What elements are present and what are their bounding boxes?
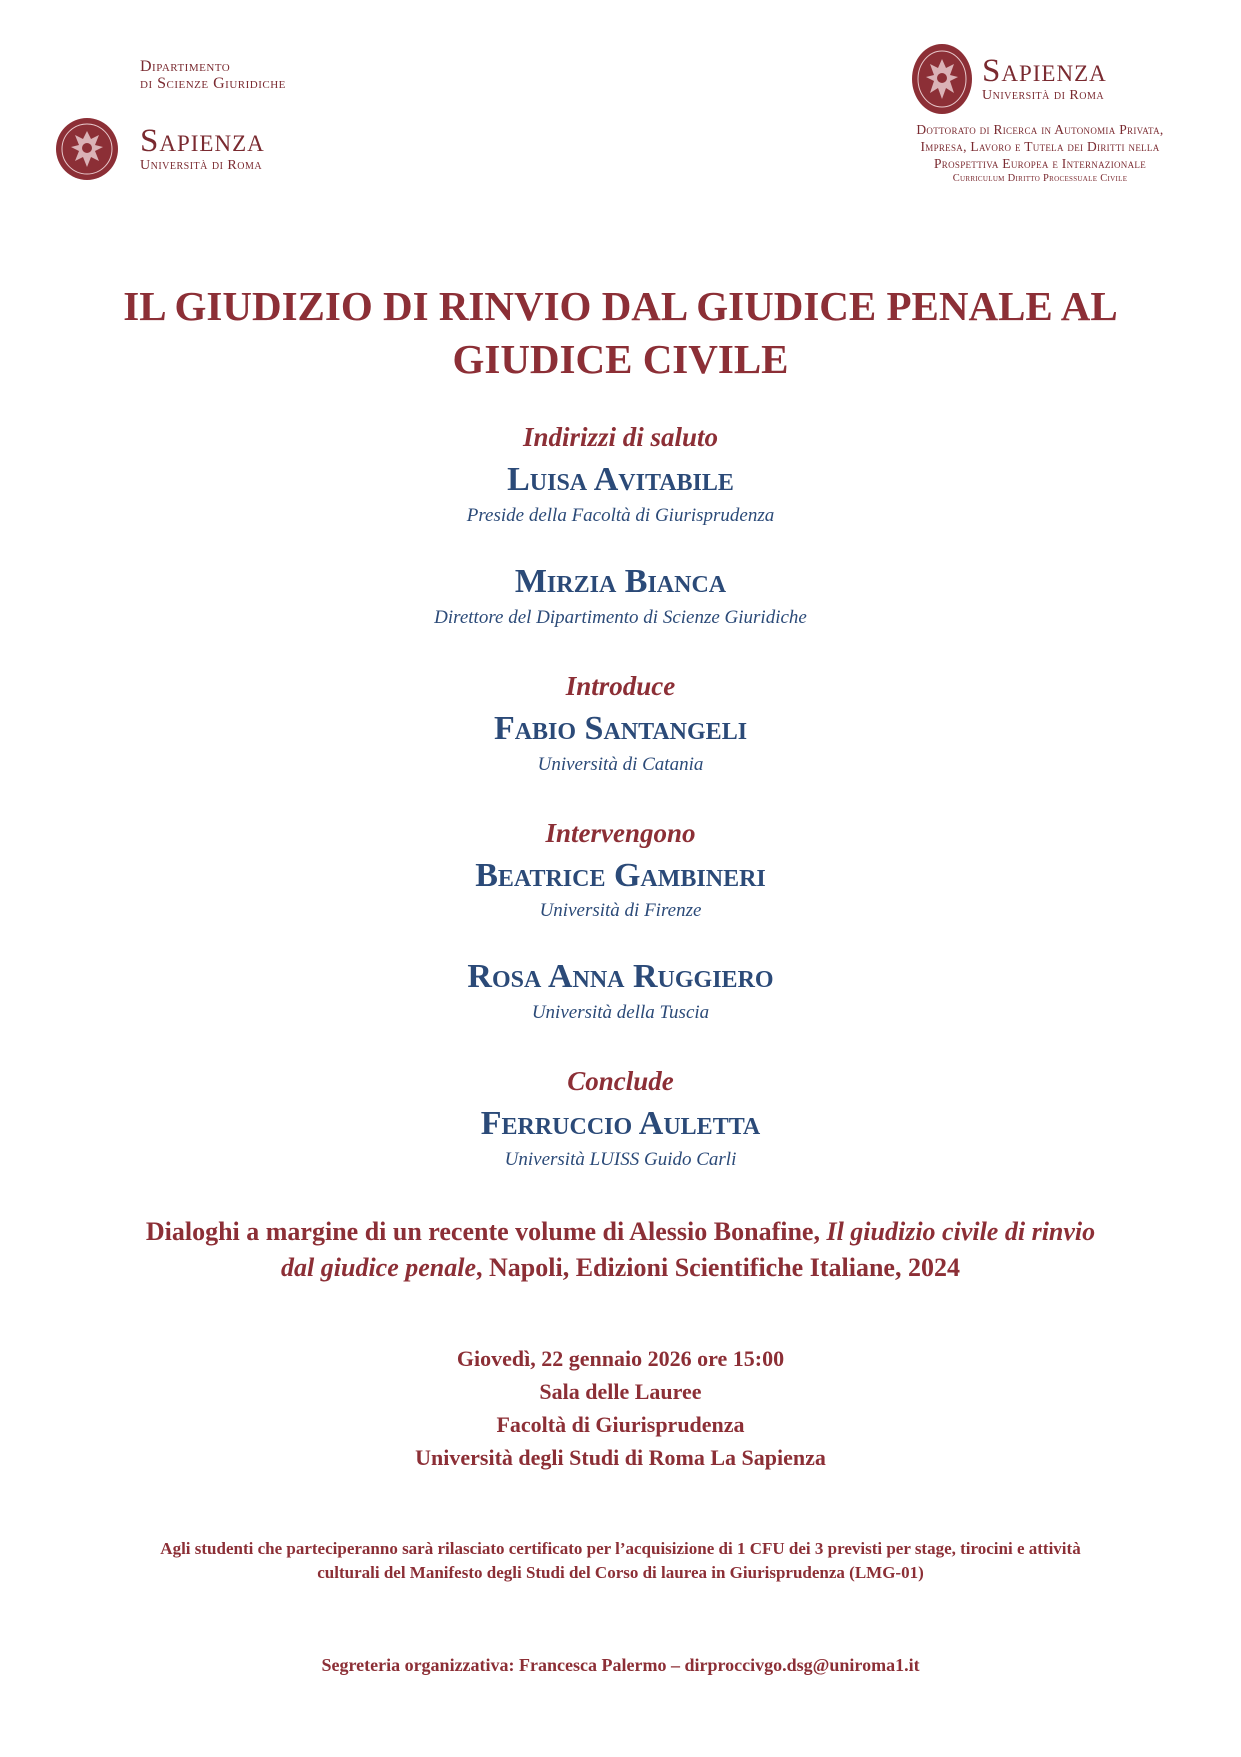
event-title	[0, 280, 1241, 386]
cfu-line1: Agli studenti che parteciperanno sarà rilasciato certificato per l’acquisizione di 1 CFU dei 3 previsti per stage, tirocini e attività	[160, 1539, 1081, 1558]
event-faculty: Facoltà di Giurisprudenza	[496, 1412, 745, 1437]
event-room: Sala delle Lauree	[539, 1379, 702, 1404]
sapienza-seal-icon-right	[910, 43, 974, 115]
speaker-name: Luisa Avitabile	[507, 461, 734, 498]
event-date: Giovedì, 22 gennaio 2026 ore 15:00	[456, 1346, 785, 1371]
role-greetings: Indirizzi di saluto	[522, 422, 719, 452]
doctorate-program	[860, 121, 1220, 186]
role-speakers: Intervengono	[545, 818, 696, 848]
dept-line2: di Scienze Giuridiche	[140, 75, 286, 92]
event-details	[0, 1342, 1241, 1474]
speaker-name: Fabio Santangeli	[493, 710, 748, 747]
title-line2: GIUDICE CIVILE	[452, 336, 789, 382]
sapienza-logo-text-right	[982, 54, 1107, 104]
speaker-affiliation: Università della Tuscia	[531, 1002, 710, 1023]
speaker-name: Rosa Anna Ruggiero	[467, 958, 774, 995]
book-dialogue-note	[0, 1214, 1241, 1286]
curriculum: Curriculum Diritto Processuale Civile	[952, 173, 1128, 184]
dialoghi-suffix: , Napoli, Edizioni Scientifiche Italiane, 2024	[476, 1253, 960, 1282]
event-university: Università degli Studi di Roma La Sapienza	[415, 1445, 826, 1470]
speaker-name: Ferruccio Auletta	[480, 1105, 761, 1142]
dialoghi-prefix: Dialoghi a margine di un recente volume di Alessio Bonafine,	[145, 1217, 827, 1246]
organizing-secretariat: Segreteria organizzativa: Francesca Palermo – dirproccivgo.dsg@uniroma1.it	[321, 1655, 920, 1675]
department-name	[140, 58, 286, 92]
doctorate-line3: Prospettiva Europea e Internazionale	[933, 156, 1146, 171]
speaker-affiliation: Università di Catania	[537, 754, 704, 775]
dept-line1: Dipartimento	[140, 58, 231, 75]
role-introduce: Introduce	[565, 671, 676, 701]
cfu-line2: culturali del Manifesto degli Studi del Corso di laurea in Giurisprudenza (LMG-01)	[317, 1563, 924, 1582]
sapienza-seal-icon	[55, 117, 119, 181]
cfu-note	[0, 1537, 1241, 1585]
role-conclude: Conclude	[567, 1066, 674, 1096]
book-title-part1: Il giudizio civile di rinvio	[826, 1217, 1096, 1246]
logo-sub-right: Università di Roma	[982, 88, 1105, 103]
doctorate-line1: Dottorato di Ricerca in Autonomia Privata,	[916, 122, 1164, 137]
speaker-affiliation: Università di Firenze	[539, 900, 702, 921]
speaker-name: Mirzia Bianca	[514, 563, 727, 600]
doctorate-line2: Impresa, Lavoro e Tutela dei Diritti nella	[920, 139, 1160, 154]
logo-sub: Università di Roma	[140, 158, 263, 173]
speaker-name: Beatrice Gambineri	[475, 857, 766, 894]
speaker-affiliation: Università LUISS Guido Carli	[504, 1149, 737, 1170]
title-line1: IL GIUDIZIO DI RINVIO DAL GIUDICE PENALE AL	[123, 283, 1118, 329]
book-title-part2: dal giudice penale	[281, 1253, 477, 1282]
logo-name-right: Sapienza	[982, 53, 1107, 89]
logo-name: Sapienza	[140, 123, 265, 159]
speaker-affiliation: Preside della Facoltà di Giurisprudenza	[466, 505, 775, 526]
speaker-affiliation: Direttore del Dipartimento di Scienze Giuridiche	[434, 607, 807, 628]
sapienza-logo-text-left	[140, 124, 265, 174]
